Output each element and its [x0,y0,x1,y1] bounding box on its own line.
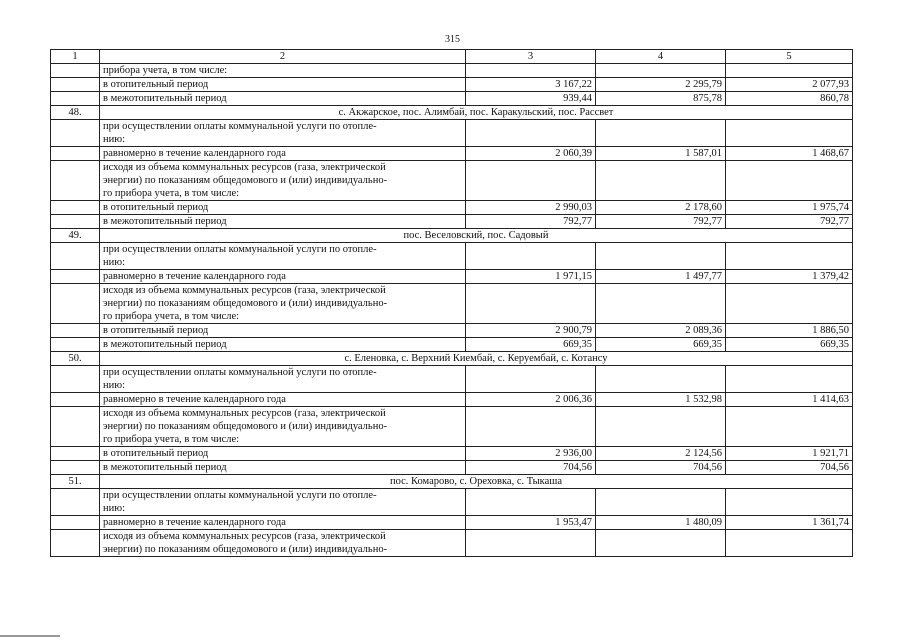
row-description: исходя из объема коммунальных ресурсов (газа, электрической энергии) по показаниям общедомового и (или) индивидуально- го прибора учета, в том числе: [100,161,466,201]
tariff-row [51,461,853,475]
row-description: в межотопительный период [100,461,466,475]
value-col5: 1 886,50 [726,324,853,338]
tariff-row [51,393,853,407]
tariff-row [51,284,853,324]
tariff-row [51,92,853,106]
value-col5: 792,77 [726,215,853,229]
row-number: 48. [51,106,100,120]
scan-edge-mark [0,635,60,637]
value-col3: 3 167,22 [466,78,596,92]
value-col5: 2 077,93 [726,78,853,92]
value-col4 [596,161,726,201]
tariff-row [51,201,853,215]
value-col4: 704,56 [596,461,726,475]
value-col4 [596,366,726,393]
value-col4: 875,78 [596,92,726,106]
value-col4 [596,530,726,557]
column-number-row [51,50,853,64]
value-col3: 2 900,79 [466,324,596,338]
value-col5 [726,407,853,447]
settlement-section-row [51,229,853,243]
row-number [51,324,100,338]
tariff-row [51,516,853,530]
tariff-row [51,64,853,78]
value-col5: 1 921,71 [726,447,853,461]
tariff-row [51,530,853,557]
value-col4: 1 497,77 [596,270,726,284]
value-col5: 1 379,42 [726,270,853,284]
value-col4 [596,489,726,516]
value-col4: 1 587,01 [596,147,726,161]
row-number [51,489,100,516]
value-col3 [466,284,596,324]
row-description: исходя из объема коммунальных ресурсов (газа, электрической энергии) по показаниям общедомового и (или) индивидуально- [100,530,466,557]
value-col3: 1 971,15 [466,270,596,284]
row-number: 51. [51,475,100,489]
value-col4: 2 295,79 [596,78,726,92]
value-col3: 2 990,03 [466,201,596,215]
row-description: при осуществлении оплаты коммунальной услуги по отопле- нию: [100,366,466,393]
row-number [51,447,100,461]
settlement-names: с. Еленовка, с. Верхний Киембай, с. Керуембай, с. Котансу [100,352,853,366]
tariff-row [51,407,853,447]
value-col4 [596,407,726,447]
row-description: в отопительный период [100,201,466,215]
value-col4 [596,284,726,324]
row-description: исходя из объема коммунальных ресурсов (газа, электрической энергии) по показаниям общедомового и (или) индивидуально- го прибора учета, в том числе: [100,284,466,324]
tariff-row [51,324,853,338]
row-description: равномерно в течение календарного года [100,393,466,407]
value-col5: 1 468,67 [726,147,853,161]
row-number [51,78,100,92]
row-description: в межотопительный период [100,338,466,352]
value-col4: 669,35 [596,338,726,352]
value-col3: 2 006,36 [466,393,596,407]
value-col4 [596,243,726,270]
column-number: 3 [466,50,596,64]
settlement-names: пос. Веселовский, пос. Садовый [100,229,853,243]
row-description: равномерно в течение календарного года [100,270,466,284]
value-col5 [726,284,853,324]
tariff-table-body [51,50,853,557]
row-number [51,366,100,393]
value-col4: 1 532,98 [596,393,726,407]
row-number [51,120,100,147]
row-number [51,516,100,530]
tariff-row [51,120,853,147]
value-col5: 669,35 [726,338,853,352]
row-number [51,64,100,78]
tariff-row [51,243,853,270]
row-description: исходя из объема коммунальных ресурсов (газа, электрической энергии) по показаниям общедомового и (или) индивидуально- го прибора учета, в том числе: [100,407,466,447]
tariff-row [51,489,853,516]
value-col5 [726,161,853,201]
value-col4: 2 178,60 [596,201,726,215]
value-col5 [726,489,853,516]
row-number [51,407,100,447]
tariff-table [50,49,853,557]
row-number: 49. [51,229,100,243]
value-col3 [466,407,596,447]
tariff-row [51,78,853,92]
row-description: прибора учета, в том числе: [100,64,466,78]
tariff-row [51,147,853,161]
row-number [51,284,100,324]
value-col5 [726,366,853,393]
column-number: 2 [100,50,466,64]
tariff-row [51,447,853,461]
value-col3 [466,120,596,147]
value-col3: 1 953,47 [466,516,596,530]
row-description: в отопительный период [100,324,466,338]
value-col3 [466,489,596,516]
row-number: 50. [51,352,100,366]
row-number [51,201,100,215]
row-description: в межотопительный период [100,92,466,106]
value-col3 [466,530,596,557]
value-col4 [596,120,726,147]
value-col5: 1 975,74 [726,201,853,215]
row-description: в отопительный период [100,78,466,92]
tariff-row [51,270,853,284]
row-number [51,530,100,557]
value-col5: 1 361,74 [726,516,853,530]
value-col3 [466,243,596,270]
settlement-section-row [51,106,853,120]
row-description: равномерно в течение календарного года [100,516,466,530]
value-col3: 2 060,39 [466,147,596,161]
page-number: 315 [445,34,460,45]
column-number: 1 [51,50,100,64]
column-number: 5 [726,50,853,64]
value-col5: 860,78 [726,92,853,106]
value-col3 [466,64,596,78]
settlement-section-row [51,475,853,489]
settlement-section-row [51,352,853,366]
row-description: при осуществлении оплаты коммунальной услуги по отопле- нию: [100,120,466,147]
row-description: при осуществлении оплаты коммунальной услуги по отопле- нию: [100,243,466,270]
value-col4: 792,77 [596,215,726,229]
row-number [51,461,100,475]
row-number [51,393,100,407]
row-description: в межотопительный период [100,215,466,229]
row-number [51,161,100,201]
value-col4: 1 480,09 [596,516,726,530]
settlement-names: с. Акжарское, пос. Алимбай, пос. Каракульский, пос. Рассвет [100,106,853,120]
row-number [51,270,100,284]
value-col5: 1 414,63 [726,393,853,407]
settlement-names: пос. Комарово, с. Ореховка, с. Тыкаша [100,475,853,489]
value-col4: 2 089,36 [596,324,726,338]
tariff-row [51,215,853,229]
value-col5 [726,530,853,557]
value-col5: 704,56 [726,461,853,475]
value-col3 [466,161,596,201]
tariff-row [51,366,853,393]
row-description: при осуществлении оплаты коммунальной услуги по отопле- нию: [100,489,466,516]
tariff-row [51,161,853,201]
column-number: 4 [596,50,726,64]
row-number [51,92,100,106]
row-number [51,147,100,161]
row-number [51,215,100,229]
row-number [51,338,100,352]
value-col4: 2 124,56 [596,447,726,461]
row-description: в отопительный период [100,447,466,461]
value-col4 [596,64,726,78]
tariff-row [51,338,853,352]
value-col3: 704,56 [466,461,596,475]
value-col5 [726,120,853,147]
value-col3 [466,366,596,393]
row-number [51,243,100,270]
row-description: равномерно в течение календарного года [100,147,466,161]
value-col5 [726,243,853,270]
value-col3: 2 936,00 [466,447,596,461]
value-col3: 792,77 [466,215,596,229]
value-col3: 669,35 [466,338,596,352]
value-col3: 939,44 [466,92,596,106]
value-col5 [726,64,853,78]
